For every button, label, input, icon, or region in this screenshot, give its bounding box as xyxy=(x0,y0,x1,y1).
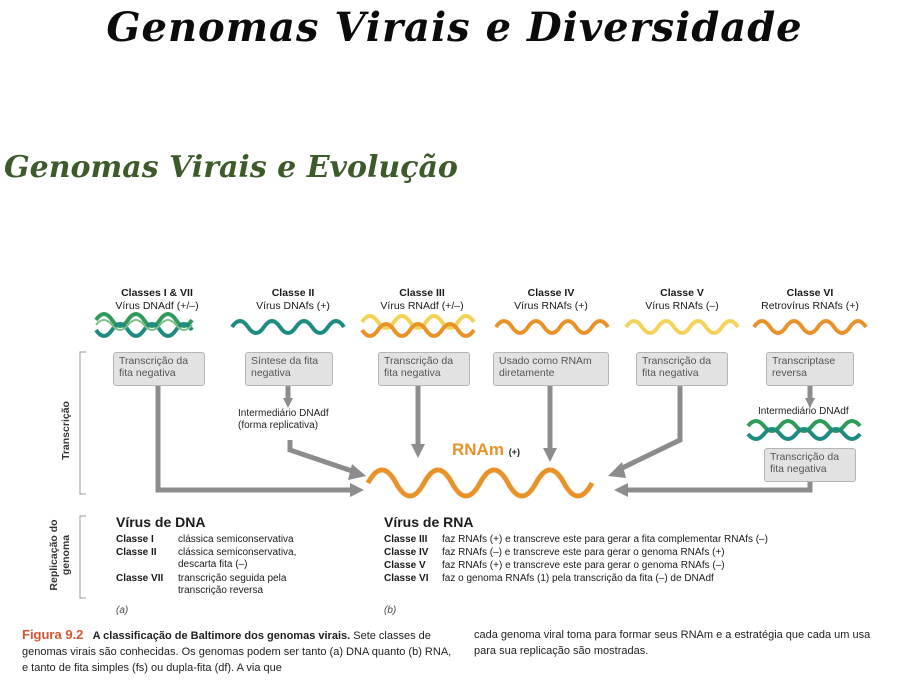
mrna-label: RNAm (+) xyxy=(452,440,520,459)
label-replication: Replicação do genoma xyxy=(48,519,72,591)
class-head-6: Classe VI Retrovírus RNAfs (+) xyxy=(761,287,859,312)
page-title: Genomas Virais e Diversidade xyxy=(106,4,803,51)
box-class-v-transcription: Transcrição da fita negativa xyxy=(636,352,728,386)
dsrna-strand-class-iii xyxy=(362,316,474,336)
note-intermediate-vi: Intermediário DNAdf xyxy=(758,406,849,417)
rna-row: Classe VI faz o genoma RNAfs (1) pela transcrição da fita (–) de DNAdf xyxy=(384,573,714,584)
ssrna-strand-class-iv xyxy=(496,321,608,333)
section-subtitle: Genomas Virais e Evolução xyxy=(4,150,458,185)
figure-caption-left: Figura 9.2 A classificação de Baltimore dos genomas virais. Sete classes de genomas virais são conhecidas. Os genomas podem ser tanto (a) DNA quanto (b) RNA, e tanto de fita simples (fs) ou dupla-fita (df). A via que xyxy=(22,627,452,674)
rna-row: Classe III faz RNAfs (+) e transcreve este para gerar a fita complementar RNAfs (–) xyxy=(384,534,768,545)
box-class-iii-transcription: Transcrição da fita negativa xyxy=(378,352,470,386)
dna-section-title: Vírus de DNA xyxy=(116,514,206,530)
rna-sub-label: (b) xyxy=(384,605,397,616)
box-class-vi-transcription: Transcrição da fita negativa xyxy=(764,448,856,482)
class-head-5: Classe V Vírus RNAfs (–) xyxy=(645,287,719,312)
class-head-1: Classes I & VII Vírus DNAdf (+/–) xyxy=(115,287,199,312)
rna-section-title: Vírus de RNA xyxy=(384,514,474,530)
side-bracket xyxy=(80,352,86,598)
figure-caption-right: cada genoma viral toma para formar seus RNAm e a estratégia que cada um usa para sua replicação são mostradas. xyxy=(474,629,871,657)
note-intermediate-dsdna: Intermediário DNAdf (forma replicativa) xyxy=(238,408,329,431)
dsdna-intermediate-class-vi xyxy=(748,421,860,439)
class-head-3: Classe III Vírus RNAdf (+/–) xyxy=(380,287,464,312)
dna-row: Classe I clássica semiconservativa xyxy=(116,534,294,545)
box-class-iv-mrna: Usado como RNAm diretamente xyxy=(493,352,609,386)
dna-row: Classe II clássica semiconservativa, descarta fita (–) xyxy=(116,547,297,570)
ssdna-strand-class-ii xyxy=(232,321,344,333)
dsdna-strand-class-i xyxy=(96,314,192,336)
dna-row: Classe VII transcrição seguida pela transcrição reversa xyxy=(116,573,287,596)
box-class-i-transcription: Transcrição da fita negativa xyxy=(113,352,205,386)
rna-row: Classe IV faz RNAfs (–) e transcreve este para gerar o genoma RNAfs (+) xyxy=(384,547,725,558)
box-class-vi-reverse-transcriptase: Transcriptase reversa xyxy=(766,352,854,386)
class-head-4: Classe IV Vírus RNAfs (+) xyxy=(514,287,588,312)
ssrna-strand-class-vi xyxy=(754,321,866,333)
rna-row: Classe V faz RNAfs (+) e transcreve este para gerar o genoma RNAfs (–) xyxy=(384,560,725,571)
mrna-wave xyxy=(368,470,592,496)
label-transcription: Transcrição xyxy=(60,401,72,460)
box-class-ii-synthesis: Síntese da fita negativa xyxy=(245,352,333,386)
ssrna-strand-class-v xyxy=(626,321,738,333)
dna-sub-label: (a) xyxy=(116,605,129,616)
class-head-2: Classe II Vírus DNAfs (+) xyxy=(256,287,330,312)
